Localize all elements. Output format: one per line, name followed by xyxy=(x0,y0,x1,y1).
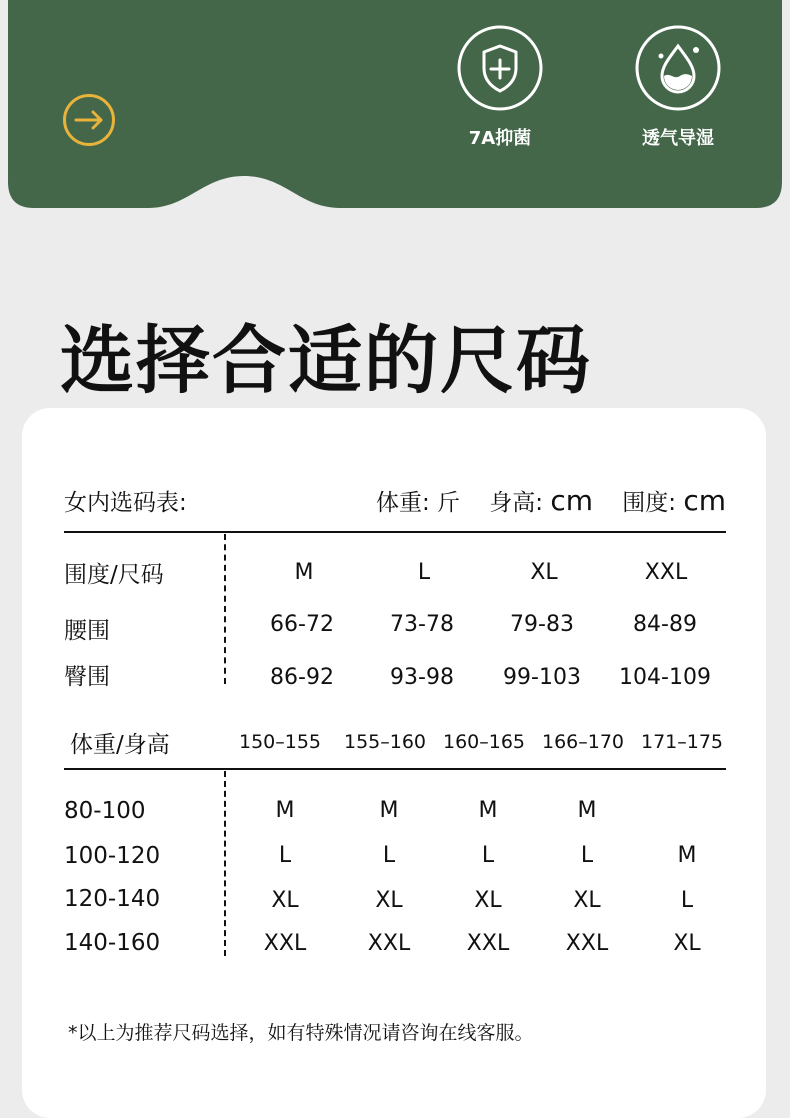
size-chart-card xyxy=(22,408,766,1118)
size-cell: XL xyxy=(573,888,601,913)
size-m: M xyxy=(294,560,314,585)
table-heading: 女内选码表: xyxy=(64,490,187,516)
height-label: 身高: xyxy=(489,490,544,516)
waist-value: 84-89 xyxy=(633,612,697,637)
height-range: 155–160 xyxy=(343,731,427,753)
arrow-right-icon[interactable] xyxy=(62,93,116,147)
waist-label: 腰围 xyxy=(64,618,110,644)
feature-label: 透气导湿 xyxy=(642,128,714,149)
footnote: *以上为推荐尺码选择，如有特殊情况请咨询在线客服。 xyxy=(68,1022,534,1044)
feature-label: 7A抑菌 xyxy=(468,128,532,149)
weight-label: 体重: xyxy=(375,490,430,516)
size-cell: M xyxy=(577,798,597,823)
hip-value: 104-109 xyxy=(619,665,711,690)
height-range: 166–170 xyxy=(541,731,625,753)
size-cell: XXL xyxy=(367,931,411,956)
size-cell: L xyxy=(680,888,694,913)
size-cell: XL xyxy=(673,931,701,956)
size-cell: L xyxy=(580,843,594,868)
size-xl: XL xyxy=(530,560,558,585)
weight-unit: 斤 xyxy=(437,490,461,516)
weight-row-label: 80-100 xyxy=(64,798,146,824)
hip-value: 99-103 xyxy=(503,665,581,690)
column-divider xyxy=(224,534,226,684)
size-cell: XL xyxy=(474,888,502,913)
size-xxl: XXL xyxy=(644,560,688,585)
size-l: L xyxy=(417,560,431,585)
weight-row-label: 120-140 xyxy=(64,886,161,912)
girth-label: 围度: xyxy=(622,490,677,516)
size-header-label: 围度/尺码 xyxy=(64,562,164,588)
wh-header-label: 体重/身高 xyxy=(70,732,170,758)
size-cell: XXL xyxy=(263,931,307,956)
weight-row-label: 140-160 xyxy=(64,930,161,956)
height-range: 150–155 xyxy=(238,731,322,753)
column-divider xyxy=(224,771,226,956)
hip-label: 臀围 xyxy=(64,664,110,690)
size-cell: M xyxy=(379,798,399,823)
size-cell: M xyxy=(275,798,295,823)
size-cell: L xyxy=(481,843,495,868)
hip-value: 93-98 xyxy=(390,665,454,690)
feature-antibacterial xyxy=(440,24,560,150)
waist-value: 66-72 xyxy=(270,612,334,637)
height-unit: cm xyxy=(550,484,594,517)
size-cell: XL xyxy=(271,888,299,913)
water-drop-icon xyxy=(634,24,722,112)
girth-unit: cm xyxy=(683,484,726,517)
feature-breathable xyxy=(618,24,738,150)
size-cell: XL xyxy=(375,888,403,913)
shield-plus-icon xyxy=(456,24,544,112)
size-cell: M xyxy=(677,843,697,868)
size-cell: L xyxy=(278,843,292,868)
size-cell: M xyxy=(478,798,498,823)
size-cell: L xyxy=(382,843,396,868)
size-cell: XXL xyxy=(466,931,510,956)
units-legend xyxy=(376,484,726,517)
page-title: 选择合适的尺码 xyxy=(60,318,592,404)
waist-value: 79-83 xyxy=(510,612,574,637)
height-range: 160–165 xyxy=(442,731,526,753)
hip-value: 86-92 xyxy=(270,665,334,690)
height-range: 171–175 xyxy=(640,731,724,753)
divider xyxy=(64,768,726,770)
divider xyxy=(64,531,726,533)
weight-row-label: 100-120 xyxy=(64,843,161,869)
size-cell: XXL xyxy=(565,931,609,956)
waist-value: 73-78 xyxy=(390,612,454,637)
